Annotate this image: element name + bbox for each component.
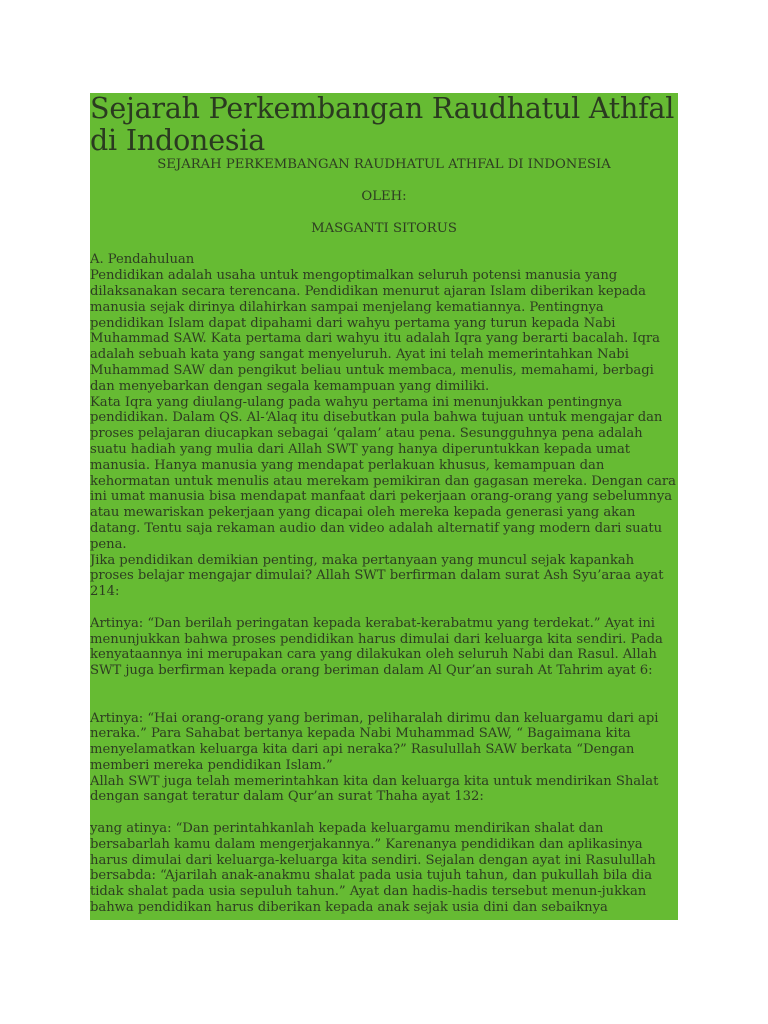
- paragraph: yang atinya: “Dan perintahkanlah kepada keluargamu mendirikan shalat dan bersabarlah kamu dalam mengerjakannya.” Karenanya pendidikan dan aplikasinya harus dimulai dari keluarga-keluarga kita sendiri. Sejalan dengan ayat ini Rasulullah bersabda: “Ajarilah anak-anakmu shalat pada usia tujuh tahun, dan pukullah bila dia tidak shalat pada usia sepuluh tahun.” Ayat dan hadis-hadis tersebut menun-jukkan bahwa pendidikan harus diberikan kepada anak sejak usia dini dan sebaiknya: [90, 821, 656, 916]
- document-body: [90, 252, 678, 915]
- spacer: [90, 237, 678, 253]
- spacer: [90, 805, 678, 821]
- section-heading: A. Pendahuluan: [90, 252, 195, 268]
- document-title: Sejarah Perkembangan Raudhatul Athfal di Indonesia: [90, 93, 675, 157]
- paragraph: Allah SWT juga telah memerintahkan kita dan keluarga kita untuk mendirikan Shalat dengan sangat teratur dalam Qur’an surat Thaha ayat 132:: [90, 773, 659, 805]
- paragraph: Pendidikan adalah usaha untuk mengoptimalkan seluruh potensi manusia yang dilaksanakan secara terencana. Pendidikan menurut ajaran Islam diberikan kepada manusia sejak dirinya dilahirkan sampai menjelang kematiannya. Pentingnya pendidikan Islam dapat dipahami dari wahyu pertama yang turun kepada Nabi Muhammad SAW. Kata pertama dari wahyu itu adalah Iqra yang berarti bacalah. Iqra adalah sebuah kata yang sangat menyeluruh. Ayat ini telah memerintahkan Nabi Muhammad SAW dan pengikut beliau untuk membaca, menulis, memahami, berbagi dan menyebarkan dengan segala kemampuan yang dimiliki.: [90, 268, 660, 394]
- spacer: [90, 679, 678, 695]
- spacer: [90, 600, 678, 616]
- paragraph: Artinya: “Dan berilah peringatan kepada kerabat-kerabatmu yang terdekat.” Ayat ini menunjukkan bahwa proses pendidikan harus dimulai dari keluarga kita sendiri. Pada kenyataannya ini merupakan cara yang dilakukan oleh seluruh Nabi dan Rasul. Allah SWT juga berfirman kepada orang beriman dalam Al Qur’an surah At Tahrim ayat 6:: [90, 615, 663, 679]
- spacer: [90, 173, 678, 189]
- spacer: [90, 695, 678, 711]
- by-label: OLEH:: [361, 188, 407, 204]
- paragraph: Kata Iqra yang diulang-ulang pada wahyu pertama ini menunjukkan pentingnya pendidikan. Dalam QS. Al-‘Alaq itu disebutkan pula bahwa tujuan untuk mengajar dan proses pelajaran diucapkan sebagai ‘qalam’ atau pena. Sesungguhnya pena adalah suatu hadiah yang mulia dari Allah SWT yang hanya diperuntukkan kepada umat manusia. Hanya manusia yang mendapat perlakuan khusus, kemampuan dan kehormatan untuk menulis atau merekam pemikiran dan gagasan mereka. Dengan cara ini umat manusia bisa mendapat manfaat dari pekerjaan orang-orang yang sebelumnya atau mewariskan pekerjaan yang dicapai oleh mereka kepada generasi yang akan datang. Tentu saja rekaman audio dan video adalah alternatif yang modern dari suatu pena.: [90, 394, 676, 552]
- paragraph: Jika pendidikan demikian penting, maka pertanyaan yang muncul sejak kapankah proses belajar mengajar dimulai? Allah SWT berfirman dalam surat Ash Syu’araa ayat 214:: [90, 552, 664, 600]
- document-page: [90, 93, 678, 920]
- document-heading: SEJARAH PERKEMBANGAN RAUDHATUL ATHFAL DI INDONESIA: [157, 157, 611, 172]
- spacer: [90, 205, 678, 221]
- author-name: MASGANTI SITORUS: [311, 220, 457, 236]
- paragraph: Artinya: “Hai orang-orang yang beriman, peliharalah dirimu dan keluargamu dari api neraka.” Para Sahabat bertanya kepada Nabi Muhammad SAW, “ Bagaimana kita menyelamatkan keluarga kita dari api neraka?” Rasulullah SAW berkata “Dengan memberi mereka pendidikan Islam.”: [90, 710, 659, 773]
